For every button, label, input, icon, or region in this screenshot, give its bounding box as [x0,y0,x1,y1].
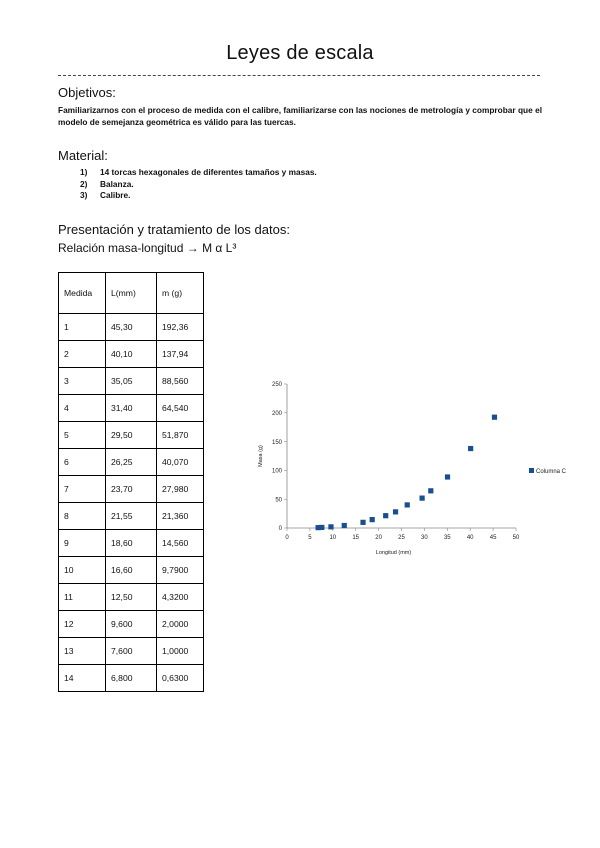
cell-masa: 9,7900 [157,557,204,584]
page-title: Leyes de escala [226,42,374,64]
cell-masa: 27,980 [157,476,204,503]
cell-medida: 6 [59,449,106,476]
data-point [316,525,321,530]
cell-medida: 3 [59,368,106,395]
cell-medida: 9 [59,530,106,557]
cell-longitud: 7,600 [106,638,157,665]
cell-longitud: 45,30 [106,314,157,341]
x-tick-label: 30 [421,535,428,541]
x-tick-label: 40 [466,535,474,541]
data-point [420,496,425,501]
y-tick-label: 100 [271,468,282,475]
data-point [445,474,450,479]
cell-masa: 0,6300 [157,665,204,692]
cell-masa: 192,36 [157,314,204,341]
objetivos-text: Familiarizarnos con el proceso de medida con el calibre, familiarizarse con las nociones de metrología y comprobar que el modelo de semejanza geométrica es válido para las tuercas. [58,105,542,127]
relation-formula: Relación masa-longitud → M α L³ [58,241,237,255]
cell-longitud: 29,50 [106,422,157,449]
list-item-number: 3) [80,190,88,200]
cell-longitud: 40,10 [106,341,157,368]
y-tick-label: 150 [271,439,282,446]
y-axis-label: Masa (g) [258,445,264,467]
x-tick-label: 0 [285,535,289,541]
cell-longitud: 9,600 [106,611,157,638]
x-tick-label: 50 [512,535,520,541]
cell-masa: 40,070 [157,449,204,476]
cell-masa: 51,870 [157,422,204,449]
x-tick-label: 45 [489,535,497,541]
cell-medida: 13 [59,638,106,665]
data-point [342,523,347,528]
cell-medida: 11 [59,584,106,611]
data-point [405,502,410,507]
list-item-label: Balanza. [100,178,134,189]
cell-masa: 21,360 [157,503,204,530]
cell-masa: 2,0000 [157,611,204,638]
cell-longitud: 21,55 [106,503,157,530]
column-header-masa: m (g) [157,273,204,314]
cell-longitud: 12,50 [106,584,157,611]
x-tick-label: 5 [308,535,312,541]
cell-masa: 14,560 [157,530,204,557]
data-point [468,446,473,451]
cell-longitud: 6,800 [106,665,157,692]
data-point [428,488,433,493]
cell-masa: 4,3200 [157,584,204,611]
cell-medida: 4 [59,395,106,422]
data-point [393,509,398,514]
cell-longitud: 35,05 [106,368,157,395]
cell-medida: 5 [59,422,106,449]
cell-medida: 14 [59,665,106,692]
x-tick-label: 15 [352,535,360,541]
column-header-medida: Medida [59,273,106,314]
presentacion-heading: Presentación y tratamiento de los datos: [58,222,290,237]
x-tick-label: 25 [398,535,405,541]
y-tick-label: 50 [275,497,282,504]
x-axis-label: Longitud (mm) [375,550,412,556]
cell-longitud: 18,60 [106,530,157,557]
cell-medida: 1 [59,314,106,341]
cell-longitud: 16,60 [106,557,157,584]
list-item-number: 2) [80,178,88,189]
column-header-longitud: L(mm) [106,273,157,314]
data-point [492,415,497,420]
cell-medida: 12 [59,611,106,638]
list-item-label: 14 torcas hexagonales de diferentes tamaños y masas. [100,167,317,177]
cell-masa: 137,94 [157,341,204,368]
data-point [383,513,388,518]
data-point [360,520,365,525]
y-tick-label: 200 [271,411,282,417]
x-tick-label: 10 [329,535,337,541]
x-tick-label: 20 [375,535,382,541]
y-tick-label: 0 [278,526,282,533]
cell-longitud: 26,25 [106,449,157,476]
list-item-label: Calibre. [100,190,131,200]
cell-longitud: 31,40 [106,395,157,422]
list-item-number: 1) [80,167,88,177]
legend-label: Columna C [536,469,567,475]
data-point [328,524,333,529]
legend-marker [529,468,534,473]
cell-longitud: 23,70 [106,476,157,503]
cell-masa: 88,560 [157,368,204,395]
cell-masa: 1,0000 [157,638,204,665]
cell-masa: 64,540 [157,395,204,422]
y-tick-label: 250 [271,382,282,389]
cell-medida: 7 [59,476,106,503]
cell-medida: 2 [59,341,106,368]
data-point [370,517,375,522]
cell-medida: 8 [59,503,106,530]
x-tick-label: 35 [443,535,451,541]
material-heading: Material: [58,148,108,163]
objetivos-heading: Objetivos: [58,85,116,100]
cell-medida: 10 [59,557,106,584]
